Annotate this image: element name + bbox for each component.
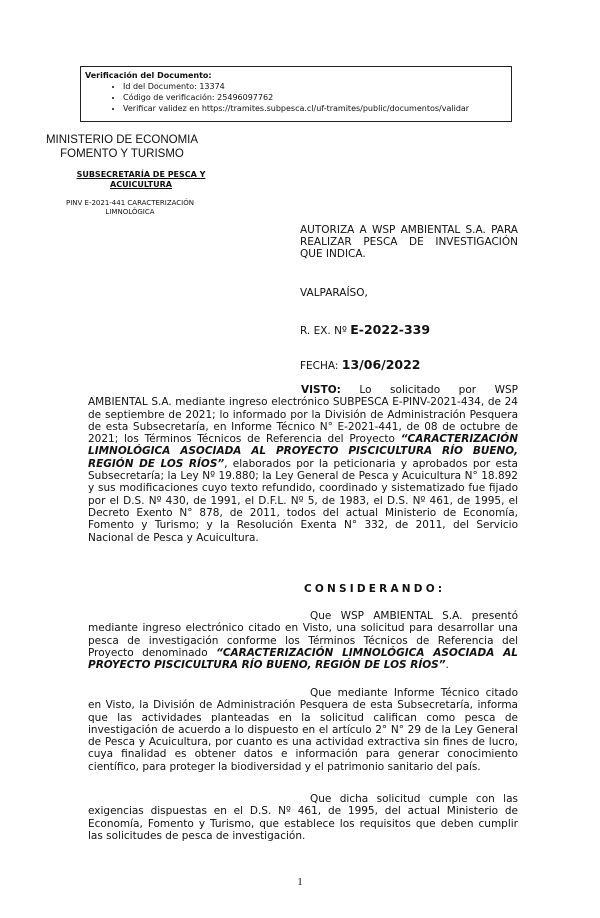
- visto-project-name: “CARACTERIZACIÓN LIMNOLÓGICA ASOCIADA AL PROYECTO PISCICULTURA RÍO BUENO, REGIÓN DE LOS RÍOS”: [88, 433, 518, 470]
- considerando-1-end: .: [445, 659, 449, 672]
- file-reference-line-1: PINV E-2021-441 CARACTERIZACIÓN: [65, 199, 194, 207]
- verification-title: Verificación del Documento:: [85, 71, 212, 80]
- page-number: 1: [297, 876, 303, 888]
- resolution-summary: AUTORIZA A WSP AMBIENTAL S.A. PARA REALIZAR PESCA DE INVESTIGACIÓN QUE INDICA.: [300, 224, 518, 260]
- resolution-label: R. EX. Nº: [300, 325, 347, 337]
- subsecretaria-name: [66, 170, 216, 190]
- considerando-paragraph-2: Que mediante Informe Técnico citado en Visto, la División de Administración Pesquera de esta Subsecretaría, informa que las actividades planteadas en la solicitud califican como pesca de investigación de acuerdo a lo dispuesto en el artículo 2° N° 29 de la Ley General de Pesca y Acuicultura, por cuanto es una actividad extractiva sin fines de lucro, cuya finalidad es obtener datos e información para generar conocimiento científico, para proteger la biodiversidad y el patrimonio sanitario del país.: [88, 687, 518, 773]
- ministry-name: [40, 133, 204, 161]
- considerando-paragraph-3: Que dicha solicitud cumple con las exigencias dispuestas en el D.S. Nº 461, de 1995, del actual Ministerio de Economía, Fomento y Turismo, que establece los requisitos que deben cumplir las solicitudes de pesca de investigación.: [88, 793, 518, 842]
- considerando-1-project-name: “CARACTERIZACIÓN LIMNOLÓGICA ASOCIADA AL PROYECTO PISCICULTURA RÍO BUENO, REGIÓN DE LOS RÍOS”: [88, 646, 518, 672]
- considerando-heading: CONSIDERANDO:: [304, 583, 446, 595]
- visto-text-2: , elaborados por la peticionaria y aprobados por esta Subsecretaría; la Ley Nº 19.880; la Ley General de Pesca y Acuicultura N° 18.892 y sus modificaciones cuyo texto refundido, coordinado y sistematizado fue fijado por el D.S. Nº 430, de 1991, el D.F.L. Nº 5, de 1983, el D.S. Nº 461, de 1995, el Decreto Exento N° 878, de 2011, todos del actual Ministerio de Economía, Fomento y Turismo; y la Resolución Exenta N° 332, de 2011, del Servicio Nacional de Pesca y Acuicultura.: [88, 457, 518, 544]
- resolution-date: [300, 357, 421, 372]
- verification-list: [85, 81, 507, 114]
- date-value: 13/06/2022: [341, 357, 421, 372]
- place: VALPARAÍSO,: [300, 287, 368, 299]
- visto-heading: VISTO:: [301, 384, 341, 396]
- subsecretaria-line-1: SUBSECRETARÍA DE PESCA Y: [76, 170, 206, 179]
- considerando-paragraph-1: [88, 610, 518, 671]
- resolution-value: E-2022-339: [350, 322, 431, 337]
- ministry-line-1: MINISTERIO DE ECONOMIA: [45, 134, 199, 146]
- verification-document-id: • Id del Documento: 13374: [123, 81, 507, 92]
- date-label: FECHA:: [300, 360, 339, 372]
- considerando-1-text: Que WSP AMBIENTAL S.A. presentó mediante ingreso electrónico citado en Visto, una solicitud para desarrollar una pesca de investigación conforme los Términos Técnicos de Referencia del Proyecto denominado: [88, 610, 518, 659]
- file-reference: [50, 199, 210, 217]
- ministry-line-2: FOMENTO Y TURISMO: [60, 148, 184, 160]
- subsecretaria-line-2: ACUICULTURA: [110, 180, 172, 189]
- verification-box: [80, 66, 512, 122]
- verification-code: • Código de verificación: 25496097762: [123, 92, 507, 103]
- visto-paragraph: [88, 384, 518, 544]
- visto-text-1: Lo solicitado por WSP AMBIENTAL S.A. mediante ingreso electrónico SUBPESCA E-PINV-2021-434, de 24 de septiembre de 2021; lo informado por la División de Administración Pesquera de esta Subsecretaría, en Informe Técnico N° E-2021-441, de 08 de octubre de 2021; los Términos Técnicos de Referencia del Proyecto: [88, 384, 518, 446]
- resolution-number: [300, 322, 430, 337]
- verification-url[interactable]: • Verificar validez en https://tramites.subpesca.cl/uf-tramites/public/documentos/validar: [123, 103, 507, 114]
- file-reference-line-2: LIMNOLÓGICA: [105, 208, 155, 216]
